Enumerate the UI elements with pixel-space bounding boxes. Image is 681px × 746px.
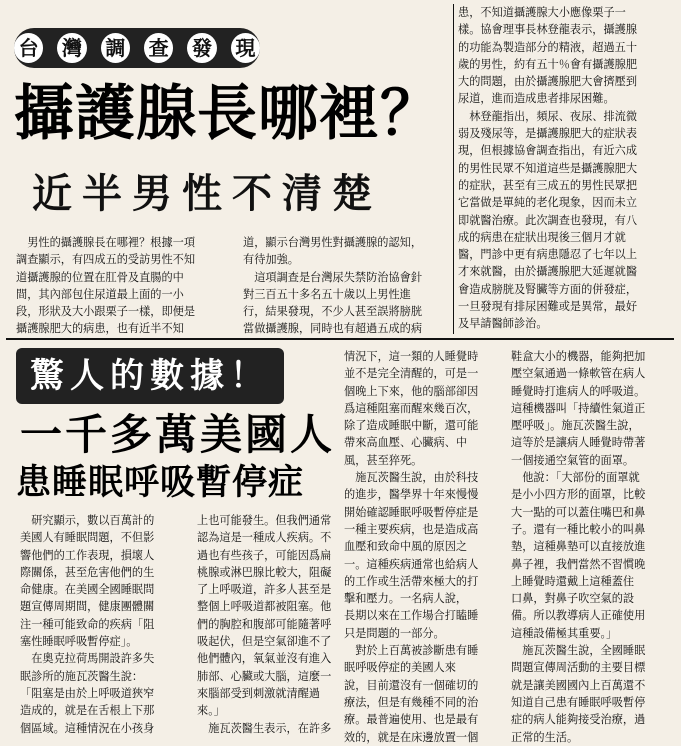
story2-column-1 <box>20 512 192 737</box>
text-line: 知道自己患有睡眠呼吸暫停 <box>511 695 646 709</box>
kicker-char: 調 <box>101 33 130 63</box>
text-line: 吸起伏，但是空氣卻進不了 <box>197 635 332 649</box>
kicker-taiwan-survey <box>14 28 260 68</box>
story2-column-2 <box>197 512 340 737</box>
text-line: 肺部、心臟或大腦，這麼一 <box>197 669 332 683</box>
story2-column-4 <box>511 348 673 746</box>
text-line: 間，其內部包住尿道最上面的一小 <box>16 287 184 301</box>
text-line: 鞋盒大小的機器，能夠把加 <box>511 350 646 363</box>
text-line: 整個上呼吸道都被阻塞。他 <box>197 600 332 614</box>
text-line: 療。最普遍使用、也是最有 <box>344 713 479 727</box>
story2-column-3 <box>344 348 506 746</box>
text-line: 眠診所的施瓦茨醫生說： <box>20 669 144 683</box>
text-line: 除了造成睡眠中斷，還可能 <box>344 419 479 433</box>
text-line: 現，但根據協會調查指出，有近六成 <box>458 144 638 158</box>
text-line: 效的，就是在床邊放置一個 <box>344 730 479 744</box>
text-line: 過也有些孩子，可能因爲扁 <box>197 548 332 562</box>
text-line: 一個接通空氣管的面罩。 <box>511 453 635 467</box>
text-line: 尿道，進而造成患者排尿困難。 <box>458 92 615 106</box>
text-line: 道，顯示台灣男性對攝護腺的認知， <box>243 236 423 249</box>
text-line: 對三百五十多名五十歲以上男性進 <box>243 287 411 301</box>
text-line: 會造成膀胱及腎臟等方面的併發症， <box>458 282 638 296</box>
text-line: 認為這是一種成人疾病。不 <box>197 531 332 545</box>
text-line: 來。」 <box>197 704 225 718</box>
text-line: 弱及殘尿等，是攝護腺肥大的症狀表 <box>458 127 638 141</box>
text-line: 他們體內，氧氣並沒有進入 <box>197 652 332 666</box>
text-line: 口鼻，對鼻子吹空氣的設 <box>511 592 635 606</box>
text-line: 響他們的工作表現，損壞人 <box>20 548 155 562</box>
text-line: 情況下，這一類的人睡覺時 <box>344 350 479 363</box>
text-line: 的進步，醫學界十年來慢慢 <box>344 488 479 502</box>
text-line: 造成的，就是在舌根上下那 <box>20 704 155 718</box>
text-line: 的男性民眾不知道這些是攝護腺肥大 <box>458 161 638 175</box>
kicker-char: 現 <box>231 33 260 63</box>
headline-sleep-apnea-line1: 一千多萬美國人 <box>20 410 336 459</box>
text-line: 醫，門診中更有病患隱忍了七年以上 <box>458 248 638 262</box>
text-line: 林登龍指出，頻尿、夜尿、排流微 <box>458 109 638 123</box>
text-line: 擊和壓力。一名病人說， <box>344 592 468 606</box>
text-line: 開始確認睡眠呼吸暫停症是 <box>344 505 479 519</box>
text-line: 血壓和致命中風的原因之 <box>344 540 468 554</box>
text-line: 的功能為製造部分的精液，超過五十 <box>458 40 638 54</box>
text-line: 個區域。這種情況在小孩身 <box>20 721 155 735</box>
text-line: 這項調查是台灣尿失禁防治協會針 <box>243 270 423 284</box>
text-line: 成的病患在症狀出現後三個月才就 <box>458 230 626 244</box>
text-line: 有待加強。 <box>243 253 299 267</box>
text-line: 風，甚至猝死。 <box>344 453 423 467</box>
kicker-char: 灣 <box>57 33 86 63</box>
text-line: 際關係，甚至危害他們的生 <box>20 565 155 579</box>
text-line: 並不是完全清醒的，可是一 <box>344 367 479 381</box>
text-line: 歲的男性，約有五十％會有攝護腺肥 <box>458 57 638 71</box>
text-line: 的工作或生活帶來極大的打 <box>344 574 479 588</box>
text-line: 攝護腺肥大的病患，也有近半不知 <box>16 322 184 336</box>
text-line: 在奧克拉荷馬開設許多失 <box>20 652 155 666</box>
text-line: 睡覺時打進病人的呼吸道。 <box>511 384 646 398</box>
text-line: 正常的生活。 <box>511 730 579 744</box>
text-line: 研究顯示，數以百萬計的 <box>20 514 155 527</box>
text-line: 男性的攝護腺長在哪裡？根據一項 <box>16 236 196 249</box>
text-line: 調查顯示，有四成五的受訪男性不知 <box>16 253 196 267</box>
text-line: 個晚上下來，他的腦部卻因 <box>344 384 479 398</box>
story1-column-left <box>16 234 238 338</box>
kicker-char: 發 <box>187 33 216 63</box>
text-line: 子。還有一種比較小的叫鼻 <box>511 522 646 536</box>
subhead-prostate: 近半男性不清楚 <box>32 170 382 217</box>
text-line: 這種設備極其重要。」 <box>511 626 618 640</box>
text-line: 行，結果發現，不少人甚至誤將膀胱 <box>243 305 423 319</box>
kicker-shocking-data <box>16 348 284 404</box>
headline-sleep-apnea-line2: 患睡眠呼吸暫停症 <box>16 463 305 503</box>
text-line: 是小小四方形的面罩，比較 <box>511 488 646 502</box>
text-line: 當做攝護腺，同時也有超過五成的病 <box>243 322 423 336</box>
text-line: 才來就醫，由於攝護腺肥大延遲就醫 <box>458 265 638 279</box>
text-line: 一旦發現有排尿困難或是異常，最好 <box>458 300 638 314</box>
text-line: 題宣傳周期間，健康團體關 <box>20 600 155 614</box>
text-line: 眠呼吸停症的美國人來 <box>344 661 456 675</box>
text-line: 長期以來在工作場合打瞌睡 <box>344 609 479 623</box>
text-line: 只是問題的一部分。 <box>344 626 445 640</box>
text-line: 命健康。在美國全國睡眠問 <box>20 583 155 597</box>
text-line: 就是讓美國國內上百萬還不 <box>511 678 646 692</box>
section-divider <box>6 338 674 340</box>
text-line: 壓呼吸」。施瓦茨醫生說， <box>511 419 640 433</box>
text-line: 施瓦茨醫生表示，在許多 <box>197 721 332 735</box>
text-line: 道攝護腺的位置在肛骨及直腸的中 <box>16 270 184 284</box>
text-line: 墊，這種鼻墊可以直接放進 <box>511 540 646 554</box>
text-line: 們的胸腔和腹部可能隨著呼 <box>197 617 332 631</box>
text-line: 來腦部受到刺激就清醒過 <box>197 686 321 700</box>
text-line: 它當做是單純的老化現象，因而未立 <box>458 196 638 210</box>
text-line: 備。所以教導病人正確使用 <box>511 609 646 623</box>
text-line: 段，形狀及大小跟栗子一樣，即便是 <box>16 305 196 319</box>
text-line: 患，不知道攝護腺大小應像栗子一 <box>458 6 626 19</box>
text-line: 壓空氣通過一條軟管在病人 <box>511 367 646 381</box>
text-line: 及早請醫師診治。 <box>458 317 548 331</box>
text-line: 上睡覺時還戴上這種蓋住 <box>511 574 635 588</box>
text-line: 這等於是讓病人睡覺時帶著 <box>511 436 646 450</box>
story1-column-mid <box>243 234 449 338</box>
text-line: 「阻塞是由於上呼吸道狹窄 <box>20 686 155 700</box>
headline-prostate: 攝護腺長哪裡？ <box>14 79 441 149</box>
text-line: 樣。協會理事長林登龍表示，攝護腺 <box>458 23 638 37</box>
text-line: 一種主要疾病，也是造成高 <box>344 522 479 536</box>
text-line: 上也可能發生。但我們通常 <box>197 514 332 527</box>
text-line: 桃腺或淋巴腺比較大，阻礙 <box>197 565 332 579</box>
text-line: 美國人有睡眠問題，不但影 <box>20 531 155 545</box>
kicker-char: 查 <box>144 33 173 63</box>
text-line: 了上呼吸道，許多人甚至是 <box>197 583 332 597</box>
text-line: 爲這種阻塞而醒來幾百次， <box>344 401 479 415</box>
column-divider <box>453 4 454 334</box>
text-line: 注一種可能致命的疾病「阻 <box>20 617 155 631</box>
text-line: 他說：「大部份的面罩就 <box>511 471 640 485</box>
text-line: 說，目前還沒有一個確切的 <box>344 678 479 692</box>
text-line: 即就醫治療。此次調查也發現，有八 <box>458 213 638 227</box>
text-line: 對於上百萬被診斷患有睡 <box>344 644 479 658</box>
text-line: 一。這種疾病通常也給病人 <box>344 557 479 571</box>
text-line: 帶來高血壓、心臟病、中 <box>344 436 468 450</box>
story1-column-right <box>458 4 668 333</box>
text-line: 這種機器叫「持續性氣道正 <box>511 401 646 415</box>
text-line: 症的病人能夠接受治療，過 <box>511 713 646 727</box>
text-line: 鼻子裡，我們當然不習慣晚 <box>511 557 646 571</box>
text-line: 療法，但是有幾種不同的治 <box>344 695 479 709</box>
text-line: 大的問題，由於攝護腺肥大會擠壓到 <box>458 75 638 89</box>
text-line: 塞性睡眠呼吸暫停症」。 <box>20 635 138 649</box>
text-line: 大一點的可以蓋住嘴巴和鼻 <box>511 505 646 519</box>
kicker-char: 台 <box>14 33 43 63</box>
text-line: 施瓦茨醫生說，全國睡眠 <box>511 644 646 658</box>
text-line: 的症狀，甚至有三成五的男性民眾把 <box>458 178 638 192</box>
kicker-shocking-text: 驚人的數據！ <box>30 356 270 396</box>
text-line: 問題宣傳周活動的主要目標 <box>511 661 646 675</box>
text-line: 施瓦茨醫生說，由於科技 <box>344 471 479 485</box>
